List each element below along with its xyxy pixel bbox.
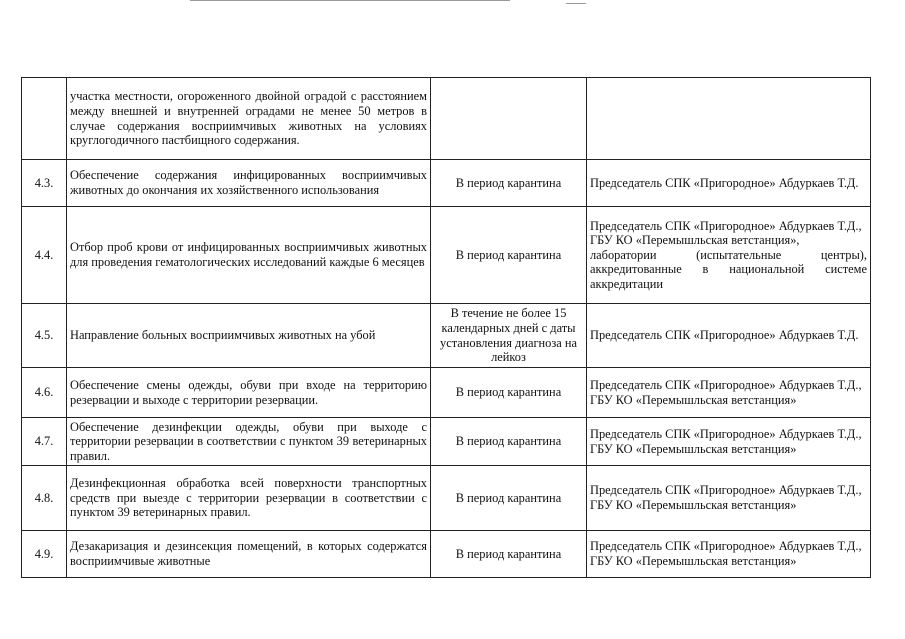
measure-deadline: В период карантина [431,207,587,304]
responsible-line: Председатель СПК «Пригородное» Абдуркаев Т.Д., [590,377,862,392]
responsible-party [587,207,871,304]
responsible-line: Председатель СПК «Пригородное» Абдуркаев Т.Д. [590,328,859,343]
measure-deadline: В период карантина [431,531,587,578]
responsible-line: Председатель СПК «Пригородное» Абдуркаев Т.Д., [590,483,862,498]
scan-artifact-top-line [190,0,510,1]
responsible-line: Председатель СПК «Пригородное» Абдуркаев Т.Д., [590,426,862,441]
row-number: 4.4. [22,207,67,304]
responsible-line: ГБУ КО «Перемышльская ветстанция», [590,233,800,248]
scan-artifact-top-mark [566,3,586,4]
table-row [22,418,871,466]
table-row [22,207,871,304]
responsible-line: ГБУ КО «Перемышльская ветстанция» [590,498,797,512]
measures-table [21,77,871,578]
measure-description: Отбор проб крови от инфицированных восприимчивых животных для проведения гематологических исследований каждые 6 месяцев [67,207,431,304]
responsible-line: Председатель СПК «Пригородное» Абдуркаев Т.Д., [590,218,862,233]
row-number: 4.9. [22,531,67,578]
responsible-line: ГБУ КО «Перемышльская ветстанция» [590,441,797,456]
measure-deadline: В период карантина [431,418,587,466]
table-row [22,466,871,531]
table-row [22,531,871,578]
measures-table-body [22,78,871,578]
responsible-party [587,531,871,578]
measure-deadline: В период карантина [431,368,587,418]
responsible-party [587,466,871,531]
responsible-line: Председатель СПК «Пригородное» Абдуркаев Т.Д., [590,539,862,554]
row-number: 4.6. [22,368,67,418]
table-row [22,160,871,207]
table-row [22,368,871,418]
measure-description: Дезакаризация и дезинсекция помещений, в которых содержатся восприимчивые животные [67,531,431,578]
responsible-line: ГБУ КО «Перемышльская ветстанция» [590,554,797,568]
row-number: 4.5. [22,304,67,368]
table-row [22,78,871,160]
row-number: 4.3. [22,160,67,207]
responsible-line: ГБУ КО «Перемышльская ветстанция» [590,392,797,407]
measure-description: Дезинфекционная обработка всей поверхности транспортных средств при выезде с территории резервации в соответствии с пунктом 39 ветеринарных правил. [67,466,431,531]
responsible-party [587,368,871,418]
measure-description: Обеспечение содержания инфицированных восприимчивых животных до окончания их хозяйственного использования [67,160,431,207]
row-number: 4.7. [22,418,67,466]
measure-description: Направление больных восприимчивых животных на убой [67,304,431,368]
responsible-party [587,160,871,207]
row-number [22,78,67,160]
responsible-line: Председатель СПК «Пригородное» Абдуркаев Т.Д. [590,175,859,190]
responsible-party [587,418,871,466]
measure-deadline [431,78,587,160]
measure-description: Обеспечение дезинфекции одежды, обуви при выходе с территории резервации в соответствии с пунктом 39 ветеринарных правил. [67,418,431,466]
measure-description: участка местности, огороженного двойной оградой с расстоянием между внешней и внутренней оградами не менее 50 метров в случае содержания восприимчивых животных на условиях круглогодичного пастбищного содержания. [67,78,431,160]
responsible-line: лаборатории (испытательные центры), аккредитованные в национальной системе аккредитации [590,247,867,291]
responsible-party [587,304,871,368]
measure-deadline: В период карантина [431,466,587,531]
measure-deadline: В течение не более 15 календарных дней с даты установления диагноза на лейкоз [431,304,587,368]
table-row [22,304,871,368]
responsible-party [587,78,871,160]
measure-deadline: В период карантина [431,160,587,207]
measure-description: Обеспечение смены одежды, обуви при входе на территорию резервации и выходе с территории резервации. [67,368,431,418]
row-number: 4.8. [22,466,67,531]
